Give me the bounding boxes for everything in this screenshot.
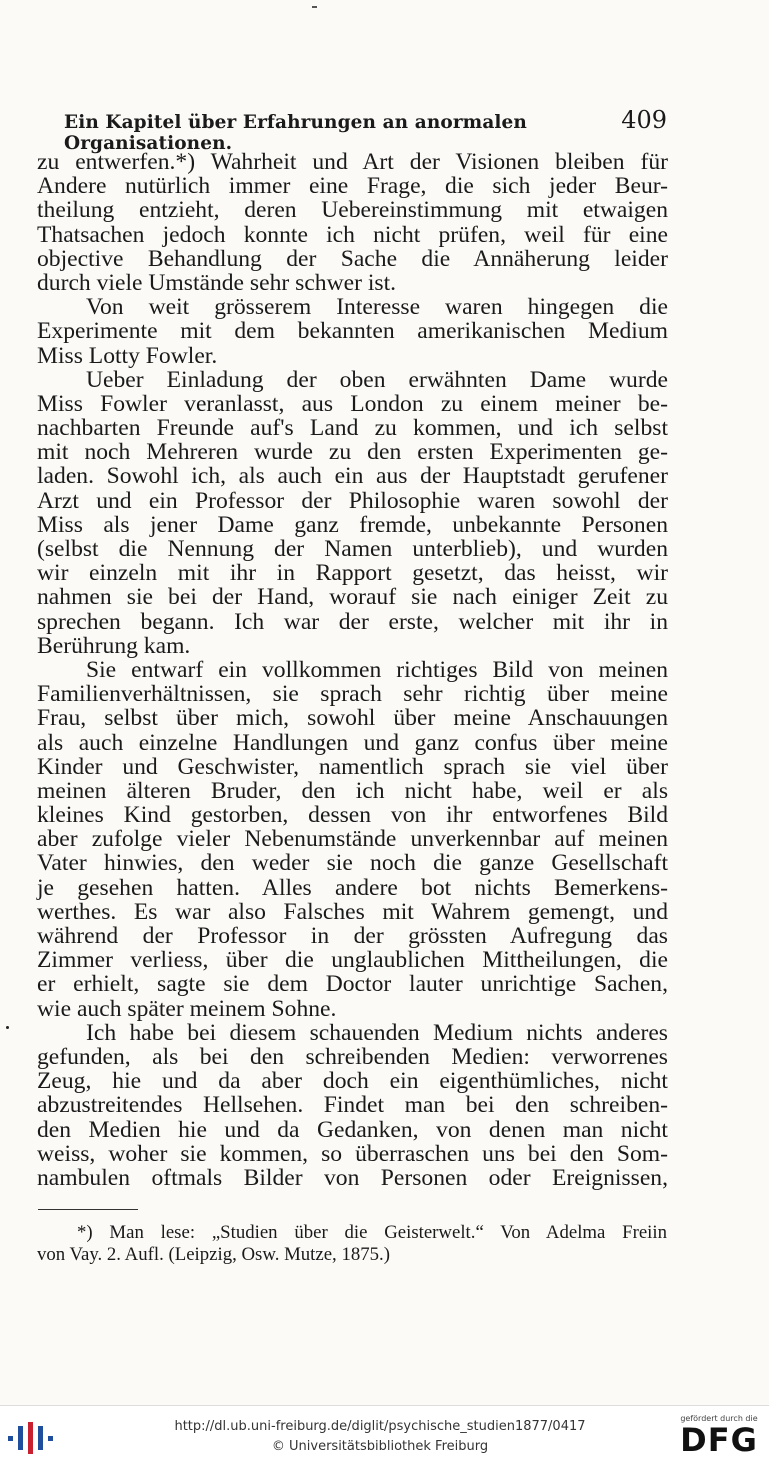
text-line: Zimmer verliess, über die unglaublichen Mittheilungen, die xyxy=(37,947,668,974)
text-line: Von weit grösserem Interesse waren hingegen die xyxy=(86,294,668,321)
dfg-caption: gefördert durch die xyxy=(680,1414,758,1423)
text-line: Sie entwarf ein vollkommen richtiges Bild von meinen xyxy=(86,656,668,683)
text-line: aber zufolge vieler Nebenumstände unverkennbar auf meinen xyxy=(37,826,668,853)
text-line: wie auch später meinem Sohne. xyxy=(37,995,337,1022)
text-line: abzustreitendes Hellsehen. Findet man bei den schreiben- xyxy=(37,1092,668,1119)
text-line: kleines Kind gestorben, dessen von ihr entworfenes Bild xyxy=(37,802,668,829)
text-line: zu entwerfen.*) Wahrheit und Art der Visionen bleiben für xyxy=(37,149,668,175)
text-line: nambulen oftmals Bilder von Personen oder Ereignissen, xyxy=(37,1164,668,1191)
text-line: theilung entzieht, deren Uebereinstimmung mit etwaigen xyxy=(37,197,668,224)
text-line: nachbarten Freunde auf's Land zu kommen, und ich selbst xyxy=(37,415,668,442)
text-line: Miss Fowler veranlasst, aus London zu einem meiner be- xyxy=(37,390,668,417)
footnote-separator xyxy=(38,1209,138,1210)
margin-mark xyxy=(6,1026,9,1029)
scan-mark xyxy=(312,6,317,8)
text-line: nahmen sie bei der Hand, worauf sie nach einiger Zeit zu xyxy=(37,584,668,611)
text-line: als auch einzelne Handlungen und ganz confus über meine xyxy=(37,729,668,756)
text-line: Berührung kam. xyxy=(37,632,191,659)
body-text xyxy=(37,150,668,1190)
text-line: den Medien hie und da Gedanken, von denen man nicht xyxy=(37,1116,668,1143)
text-line: meinen älteren Bruder, den ich nicht habe, weil er als xyxy=(37,777,668,804)
text-line: mit noch Mehreren wurde zu den ersten Experimenten ge- xyxy=(37,439,668,466)
text-line: Zeug, hie und da aber doch ein eigenthümliches, nicht xyxy=(37,1068,668,1095)
text-line: Frau, selbst über mich, sowohl über meine Anschauungen xyxy=(37,705,668,732)
running-title: Ein Kapitel über Erfahrungen an anormalen Organisationen. xyxy=(64,112,527,154)
footnote xyxy=(37,1222,667,1266)
text-line: Arzt und ein Professor der Philosophie waren sowohl der xyxy=(37,487,668,514)
footnote-line: von Vay. 2. Aufl. (Leipzig, Osw. Mutze, 1875.) xyxy=(37,1244,390,1265)
text-line: Ueber Einladung der oben erwähnten Dame wurde xyxy=(86,366,668,393)
text-line: Experimente mit dem bekannten amerikanischen Medium xyxy=(37,318,668,345)
text-line: Vater hinwies, den weder sie noch die ganze Gesellschaft xyxy=(37,850,668,877)
text-line: Miss als jener Dame ganz fremde, unbekannte Personen xyxy=(37,511,668,538)
text-line: er erhielt, sagte sie dem Doctor lauter unrichtige Sachen, xyxy=(37,971,668,998)
text-line: Miss Lotty Fowler. xyxy=(37,342,218,369)
text-line: sprechen begann. Ich war der erste, welcher mit ihr in xyxy=(37,608,668,635)
viewer-footer xyxy=(0,1405,769,1464)
text-line: Ich habe bei diesem schauenden Medium nichts anderes xyxy=(86,1019,668,1046)
text-line: Thatsachen jedoch konnte ich nicht prüfen, weil für eine xyxy=(37,221,668,248)
text-line: weiss, woher sie kommen, so überraschen uns bei den Som- xyxy=(37,1140,668,1167)
text-line: während der Professor in der grössten Aufregung das xyxy=(37,923,668,949)
copyright-notice: © Universitätsbibliothek Freiburg xyxy=(271,1439,489,1454)
page-number: 409 xyxy=(621,106,667,134)
footnote-line: *) Man lese: „Studien über die Geisterwelt.“ Von Adelma Freiin xyxy=(77,1222,667,1243)
text-line: je gesehen hatten. Alles andere bot nichts Bemerkens- xyxy=(37,874,668,901)
text-line: Andere nutürlich immer eine Frage, die sich jeder Beur- xyxy=(37,173,668,200)
text-line: gefunden, als bei den schreibenden Medien: verworrenes xyxy=(37,1043,668,1070)
text-line: laden. Sowohl ich, als auch ein aus der Hauptstadt gerufener xyxy=(37,463,668,490)
dfg-wordmark: DFG xyxy=(680,1421,758,1459)
text-line: durch viele Umstände sehr schwer ist. xyxy=(37,269,397,296)
permalink[interactable]: http://dl.ub.uni-freiburg.de/diglit/psychische_studien1877/0417 xyxy=(174,1419,586,1434)
university-library-logo[interactable] xyxy=(8,1422,52,1454)
dfg-logo[interactable] xyxy=(677,1414,761,1460)
text-line: Familienverhältnissen, sie sprach sehr richtig über meine xyxy=(37,681,668,708)
running-head xyxy=(64,106,667,154)
text-line: werthes. Es war also Falsches mit Wahrem gemengt, und xyxy=(37,898,668,925)
text-line: wir einzeln mit ihr in Rapport gesetzt, das heisst, wir xyxy=(37,560,668,587)
text-line: Kinder und Geschwister, namentlich sprach sie viel über xyxy=(37,753,668,780)
text-line: objective Behandlung der Sache die Annäherung leider xyxy=(37,245,668,272)
text-line: (selbst die Nennung der Namen unterblieb), und wurden xyxy=(37,536,668,562)
